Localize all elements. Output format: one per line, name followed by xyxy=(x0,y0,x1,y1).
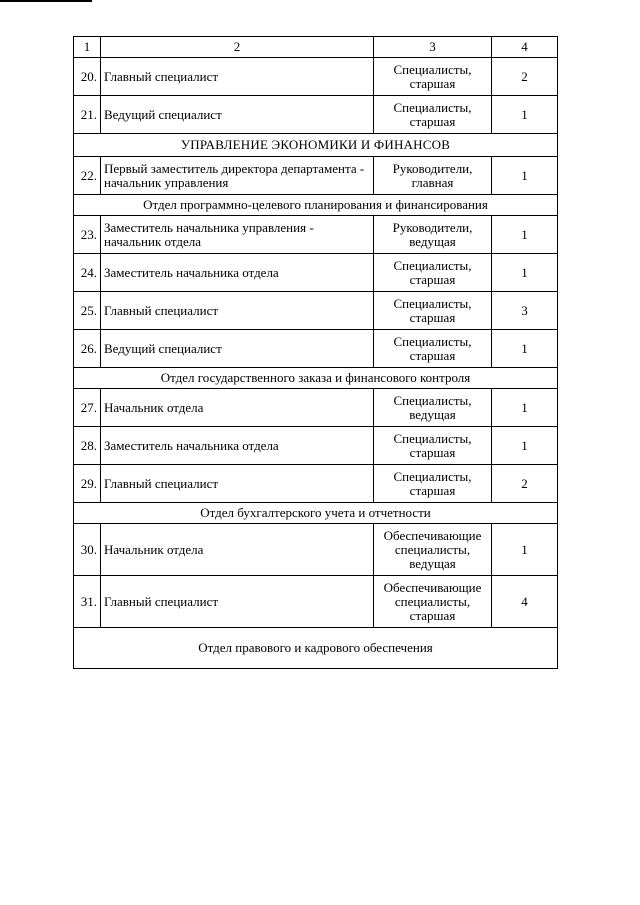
category-line: Специалисты, xyxy=(393,430,472,446)
table-row xyxy=(74,524,558,576)
staff-category xyxy=(374,465,492,503)
table-row xyxy=(74,254,558,292)
staff-count: 1 xyxy=(492,254,558,292)
staff-category xyxy=(374,427,492,465)
category-line: Специалисты, xyxy=(393,257,472,273)
category-line: старшая xyxy=(409,607,456,623)
table-row xyxy=(74,576,558,628)
section-heading: УПРАВЛЕНИЕ ЭКОНОМИКИ И ФИНАНСОВ xyxy=(74,134,558,157)
category-line: ведущая xyxy=(409,233,456,249)
table-row xyxy=(74,58,558,96)
category-line: ведущая xyxy=(409,555,456,571)
category-line: старшая xyxy=(409,444,456,460)
row-number: 27. xyxy=(74,389,101,427)
category-line: главная xyxy=(411,174,454,190)
department-heading: Отдел программно-целевого планирования и финансирования xyxy=(74,195,558,216)
staff-category xyxy=(374,524,492,576)
position-title: Ведущий специалист xyxy=(101,330,374,368)
staff-count: 1 xyxy=(492,524,558,576)
staff-count: 3 xyxy=(492,292,558,330)
row-number: 20. xyxy=(74,58,101,96)
department-heading-row xyxy=(74,628,558,669)
position-title: Ведущий специалист xyxy=(101,96,374,134)
category-line: Специалисты, xyxy=(393,61,472,77)
row-number: 24. xyxy=(74,254,101,292)
staff-category xyxy=(374,330,492,368)
department-heading-row xyxy=(74,368,558,389)
staff-category xyxy=(374,576,492,628)
department-heading: Отдел бухгалтерского учета и отчетности xyxy=(74,503,558,524)
table-row xyxy=(74,330,558,368)
staff-table xyxy=(73,36,558,669)
category-line: старшая xyxy=(409,482,456,498)
department-heading: Отдел правового и кадрового обеспечения xyxy=(74,628,558,669)
position-title: Начальник отдела xyxy=(101,389,374,427)
staff-count: 1 xyxy=(492,389,558,427)
position-title: Заместитель начальника управления - начальник отдела xyxy=(101,216,374,254)
staff-count: 1 xyxy=(492,427,558,465)
header-col-2: 2 xyxy=(101,37,374,58)
category-line: старшая xyxy=(409,113,456,129)
position-title: Главный специалист xyxy=(101,576,374,628)
row-number: 28. xyxy=(74,427,101,465)
position-title: Заместитель начальника отдела xyxy=(101,427,374,465)
table-row xyxy=(74,292,558,330)
position-title: Главный специалист xyxy=(101,292,374,330)
row-number: 22. xyxy=(74,157,101,195)
header-row xyxy=(74,37,558,58)
position-title: Главный специалист xyxy=(101,465,374,503)
category-line: Специалисты, xyxy=(393,333,472,349)
category-line: Специалисты, xyxy=(393,392,472,408)
category-line: Специалисты, xyxy=(393,468,472,484)
staff-count: 1 xyxy=(492,96,558,134)
category-line: Обеспечивающие xyxy=(383,527,482,543)
position-title: Заместитель начальника отдела xyxy=(101,254,374,292)
category-line: Обеспечивающие xyxy=(383,579,482,595)
row-number: 25. xyxy=(74,292,101,330)
row-number: 23. xyxy=(74,216,101,254)
category-line: старшая xyxy=(409,75,456,91)
top-rule xyxy=(0,0,92,2)
department-heading: Отдел государственного заказа и финансового контроля xyxy=(74,368,558,389)
category-line: ведущая xyxy=(409,406,456,422)
department-heading-row xyxy=(74,195,558,216)
row-number: 21. xyxy=(74,96,101,134)
position-title: Начальник отдела xyxy=(101,524,374,576)
category-line: Руководители, xyxy=(392,160,473,176)
staff-category xyxy=(374,389,492,427)
header-col-4: 4 xyxy=(492,37,558,58)
position-title: Главный специалист xyxy=(101,58,374,96)
category-line: Специалисты, xyxy=(393,99,472,115)
category-line: старшая xyxy=(409,309,456,325)
category-line: старшая xyxy=(409,271,456,287)
row-number: 26. xyxy=(74,330,101,368)
header-col-3: 3 xyxy=(374,37,492,58)
category-line: специалисты, xyxy=(394,541,471,557)
table-row xyxy=(74,427,558,465)
staff-category xyxy=(374,292,492,330)
staff-category xyxy=(374,96,492,134)
table-row xyxy=(74,389,558,427)
row-number: 29. xyxy=(74,465,101,503)
staff-count: 1 xyxy=(492,216,558,254)
category-line: старшая xyxy=(409,347,456,363)
section-heading-row xyxy=(74,134,558,157)
staff-count: 1 xyxy=(492,330,558,368)
row-number: 31. xyxy=(74,576,101,628)
header-col-1: 1 xyxy=(74,37,101,58)
staff-category xyxy=(374,157,492,195)
staff-count: 1 xyxy=(492,157,558,195)
department-heading-row xyxy=(74,503,558,524)
category-line: специалисты, xyxy=(394,593,471,609)
table-row xyxy=(74,96,558,134)
table-row xyxy=(74,465,558,503)
staff-category xyxy=(374,254,492,292)
table-row xyxy=(74,216,558,254)
row-number: 30. xyxy=(74,524,101,576)
category-line: Руководители, xyxy=(392,219,473,235)
staff-category xyxy=(374,216,492,254)
staff-category xyxy=(374,58,492,96)
staff-count: 2 xyxy=(492,465,558,503)
category-line: Специалисты, xyxy=(393,295,472,311)
table-row xyxy=(74,157,558,195)
position-title: Первый заместитель директора департамента - начальник управления xyxy=(101,157,374,195)
staff-count: 4 xyxy=(492,576,558,628)
staff-count: 2 xyxy=(492,58,558,96)
